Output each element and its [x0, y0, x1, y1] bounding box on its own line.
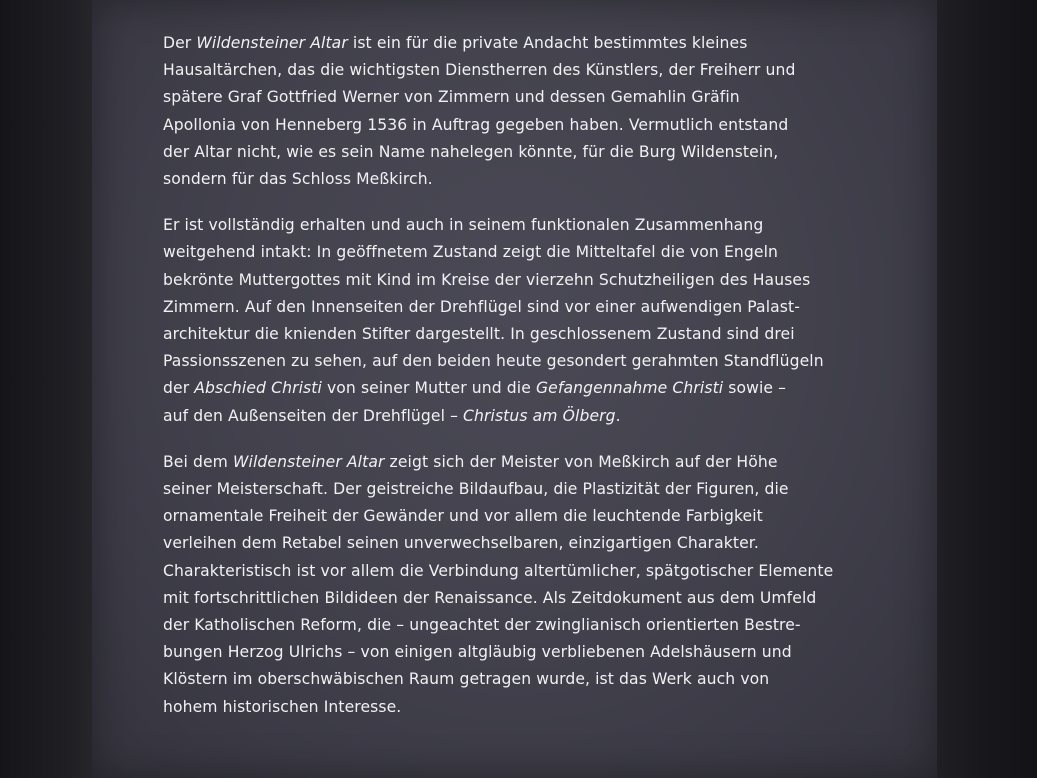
paragraph [163, 30, 863, 193]
text-line [163, 84, 863, 111]
text-line [163, 666, 863, 693]
text-line [163, 267, 863, 294]
text-segment: der Altar nicht, wie es sein Name nahelegen könnte, für die Burg Wildenstein, [163, 142, 779, 161]
text-line [163, 558, 863, 585]
text-line [163, 476, 863, 503]
text-line [163, 239, 863, 266]
text-segment: Passionsszenen zu sehen, auf den beiden heute gesondert gerahmten Standflügeln [163, 352, 824, 371]
text-segment: bekrönte Muttergottes mit Kind im Kreise der vierzehn Schutzheiligen des Hauses [163, 270, 811, 289]
text-line [163, 612, 863, 639]
text-segment: zeigt sich der Meister von Meßkirch auf der Höhe [384, 452, 778, 471]
text-line [163, 639, 863, 666]
text-segment: Zimmern. Auf den Innenseiten der Drehflügel sind vor einer aufwendigen Palast- [163, 297, 800, 316]
text-line [163, 694, 863, 721]
text-segment: seiner Meisterschaft. Der geistreiche Bildaufbau, die Plastizität der Figuren, die [163, 480, 789, 499]
text-segment: auf den Außenseiten der Drehflügel – [163, 406, 464, 425]
text-segment: sondern für das Schloss Meßkirch. [163, 170, 433, 189]
text-segment: der [163, 379, 195, 398]
text-segment: Apollonia von Henneberg 1536 in Auftrag gegeben haben. Vermutlich entstand [163, 115, 789, 134]
text-segment: Er ist vollständig erhalten und auch in seinem funktionalen Zusammenhang [163, 216, 764, 235]
wall-left [0, 0, 92, 778]
text-line [163, 449, 863, 476]
italic-title: Christus am Ölberg [463, 406, 616, 425]
text-segment: Der [163, 34, 197, 52]
text-line [163, 212, 863, 239]
text-segment: Charakteristisch ist vor allem die Verbindung altertümlicher, spätgotischer Elemente [163, 561, 834, 580]
text-line [163, 585, 863, 612]
text-line [163, 112, 863, 139]
text-segment: der Katholischen Reform, die – ungeachtet der zwinglianisch orientierten Bestre- [163, 616, 801, 635]
text-line [163, 139, 863, 166]
text-line [163, 166, 863, 193]
italic-title: Gefangennahme Christi [535, 379, 724, 398]
text-line [163, 294, 863, 321]
text-segment: ist ein für die private Andacht bestimmtes kleines [347, 34, 748, 52]
text-segment: . [615, 406, 621, 425]
text-segment: Bei dem [163, 452, 234, 471]
paragraph [163, 449, 863, 721]
text-segment: von seiner Mutter und die [321, 379, 536, 398]
panel-text [163, 30, 863, 740]
text-line [163, 530, 863, 557]
text-segment: spätere Graf Gottfried Werner von Zimmern und dessen Gemahlin Gräfin [163, 88, 740, 107]
text-line [163, 348, 863, 375]
text-segment: hohem historischen Interesse. [163, 697, 402, 716]
text-line [163, 30, 863, 57]
text-line [163, 57, 863, 84]
text-segment: ornamentale Freiheit der Gewänder und vor allem die leuchtende Farbigkeit [163, 507, 763, 526]
italic-title: Abschied Christi [194, 379, 322, 398]
text-segment: verleihen dem Retabel seinen unverwechselbaren, einzigartigen Charakter. [163, 534, 759, 553]
text-segment: bungen Herzog Ulrichs – von einigen altgläubig verbliebenen Adelshäusern und [163, 643, 792, 662]
text-line [163, 321, 863, 348]
text-segment: Klöstern im oberschwäbischen Raum getragen wurde, ist das Werk auch von [163, 670, 770, 689]
text-segment: weitgehend intakt: In geöffnetem Zustand zeigt die Mitteltafel die von Engeln [163, 243, 779, 262]
text-segment: Hausaltärchen, das die wichtigsten Dienstherren des Künstlers, der Freiherr und [163, 61, 796, 80]
text-line [163, 375, 863, 402]
wall-right [937, 0, 1037, 778]
italic-title: Wildensteiner Altar [233, 452, 385, 471]
text-segment: sowie – [723, 379, 787, 398]
text-line [163, 503, 863, 530]
paragraph [163, 212, 863, 430]
text-line [163, 403, 863, 430]
text-segment: architektur die knienden Stifter dargestellt. In geschlossenem Zustand sind drei [163, 325, 795, 344]
text-segment: mit fortschrittlichen Bildideen der Renaissance. Als Zeitdokument aus dem Umfeld [163, 588, 817, 607]
italic-title: Wildensteiner Altar [196, 34, 348, 52]
